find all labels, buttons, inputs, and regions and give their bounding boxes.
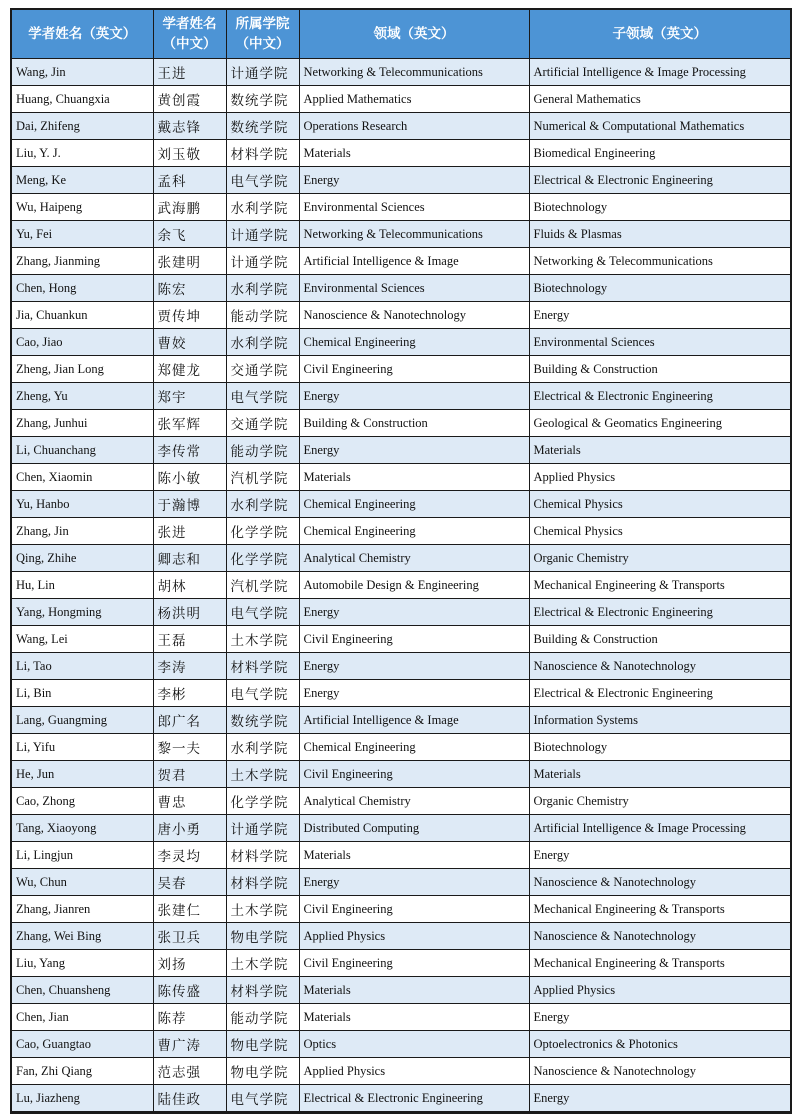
cell-subfield: Materials <box>529 761 791 788</box>
cell-name-en: Wu, Haipeng <box>11 194 153 221</box>
cell-college: 计通学院 <box>226 815 299 842</box>
cell-subfield: Environmental Sciences <box>529 329 791 356</box>
table-row <box>11 518 791 545</box>
cell-name-zh: 戴志锋 <box>153 113 226 140</box>
cell-name-en: Chen, Xiaomin <box>11 464 153 491</box>
cell-name-zh: 陈小敏 <box>153 464 226 491</box>
cell-field: Energy <box>299 383 529 410</box>
cell-field: Electrical & Electronic Engineering <box>299 1085 529 1113</box>
cell-name-zh: 刘扬 <box>153 950 226 977</box>
table-row <box>11 1031 791 1058</box>
cell-field: Nanoscience & Nanotechnology <box>299 302 529 329</box>
cell-name-en: Huang, Chuangxia <box>11 86 153 113</box>
table-row <box>11 329 791 356</box>
cell-name-en: Jia, Chuankun <box>11 302 153 329</box>
cell-subfield: Nanoscience & Nanotechnology <box>529 1058 791 1085</box>
cell-name-zh: 王磊 <box>153 626 226 653</box>
cell-field: Chemical Engineering <box>299 518 529 545</box>
cell-college: 物电学院 <box>226 923 299 950</box>
cell-college: 土木学院 <box>226 896 299 923</box>
cell-name-zh: 于瀚博 <box>153 491 226 518</box>
cell-college: 水利学院 <box>226 275 299 302</box>
cell-college: 数统学院 <box>226 707 299 734</box>
cell-college: 物电学院 <box>226 1058 299 1085</box>
cell-subfield: Materials <box>529 437 791 464</box>
cell-subfield: Building & Construction <box>529 356 791 383</box>
cell-subfield: Nanoscience & Nanotechnology <box>529 653 791 680</box>
table-row <box>11 410 791 437</box>
table-header <box>11 9 791 59</box>
cell-subfield: Building & Construction <box>529 626 791 653</box>
cell-field: Civil Engineering <box>299 626 529 653</box>
table-row <box>11 491 791 518</box>
cell-name-en: Zheng, Jian Long <box>11 356 153 383</box>
cell-college: 电气学院 <box>226 383 299 410</box>
cell-college: 水利学院 <box>226 329 299 356</box>
cell-college: 材料学院 <box>226 842 299 869</box>
cell-subfield: Artificial Intelligence & Image Processing <box>529 815 791 842</box>
cell-name-en: Meng, Ke <box>11 167 153 194</box>
cell-name-zh: 余飞 <box>153 221 226 248</box>
table-row <box>11 275 791 302</box>
table-row <box>11 896 791 923</box>
table-row <box>11 437 791 464</box>
column-header-name-zh: 学者姓名（中文） <box>153 9 226 59</box>
cell-subfield: Organic Chemistry <box>529 788 791 815</box>
cell-name-en: Fan, Zhi Qiang <box>11 1058 153 1085</box>
cell-college: 计通学院 <box>226 59 299 86</box>
table-row <box>11 167 791 194</box>
cell-college: 电气学院 <box>226 680 299 707</box>
cell-college: 物电学院 <box>226 1031 299 1058</box>
cell-college: 计通学院 <box>226 221 299 248</box>
cell-subfield: Biotechnology <box>529 275 791 302</box>
table-row <box>11 140 791 167</box>
cell-name-en: Zhang, Jianming <box>11 248 153 275</box>
cell-subfield: Electrical & Electronic Engineering <box>529 599 791 626</box>
cell-college: 能动学院 <box>226 437 299 464</box>
cell-subfield: Mechanical Engineering & Transports <box>529 896 791 923</box>
cell-name-en: Zhang, Junhui <box>11 410 153 437</box>
cell-field: Analytical Chemistry <box>299 545 529 572</box>
cell-field: Applied Mathematics <box>299 86 529 113</box>
cell-subfield: Nanoscience & Nanotechnology <box>529 923 791 950</box>
cell-name-en: Lang, Guangming <box>11 707 153 734</box>
cell-name-zh: 孟科 <box>153 167 226 194</box>
table-row <box>11 248 791 275</box>
cell-name-zh: 刘玉敬 <box>153 140 226 167</box>
cell-name-zh: 张军辉 <box>153 410 226 437</box>
cell-name-zh: 王进 <box>153 59 226 86</box>
table-row <box>11 545 791 572</box>
cell-name-en: He, Jun <box>11 761 153 788</box>
cell-subfield: Artificial Intelligence & Image Processing <box>529 59 791 86</box>
scholars-table <box>10 8 792 1114</box>
cell-name-en: Chen, Hong <box>11 275 153 302</box>
cell-name-en: Tang, Xiaoyong <box>11 815 153 842</box>
cell-name-en: Liu, Yang <box>11 950 153 977</box>
cell-name-en: Yu, Fei <box>11 221 153 248</box>
column-header-name-en: 学者姓名（英文） <box>11 9 153 59</box>
cell-name-en: Qing, Zhihe <box>11 545 153 572</box>
cell-subfield: Information Systems <box>529 707 791 734</box>
cell-name-zh: 贾传坤 <box>153 302 226 329</box>
cell-subfield: Electrical & Electronic Engineering <box>529 680 791 707</box>
cell-subfield: Mechanical Engineering & Transports <box>529 572 791 599</box>
cell-college: 材料学院 <box>226 140 299 167</box>
cell-college: 土木学院 <box>226 950 299 977</box>
table-row <box>11 950 791 977</box>
table-row <box>11 707 791 734</box>
cell-college: 数统学院 <box>226 113 299 140</box>
cell-name-en: Zhang, Jianren <box>11 896 153 923</box>
cell-name-zh: 武海鹏 <box>153 194 226 221</box>
cell-name-en: Li, Chuanchang <box>11 437 153 464</box>
cell-field: Building & Construction <box>299 410 529 437</box>
cell-name-en: Zheng, Yu <box>11 383 153 410</box>
cell-name-en: Yu, Hanbo <box>11 491 153 518</box>
table-row <box>11 221 791 248</box>
cell-subfield: Networking & Telecommunications <box>529 248 791 275</box>
cell-subfield: Electrical & Electronic Engineering <box>529 167 791 194</box>
column-header-subfield: 子领域（英文） <box>529 9 791 59</box>
cell-name-zh: 胡林 <box>153 572 226 599</box>
cell-subfield: Geological & Geomatics Engineering <box>529 410 791 437</box>
cell-college: 化学学院 <box>226 518 299 545</box>
cell-field: Energy <box>299 599 529 626</box>
cell-field: Energy <box>299 437 529 464</box>
cell-college: 数统学院 <box>226 86 299 113</box>
cell-name-zh: 陈荐 <box>153 1004 226 1031</box>
cell-college: 计通学院 <box>226 248 299 275</box>
cell-field: Energy <box>299 869 529 896</box>
table-row <box>11 734 791 761</box>
cell-field: Artificial Intelligence & Image <box>299 248 529 275</box>
table-row <box>11 572 791 599</box>
cell-subfield: Energy <box>529 1085 791 1113</box>
cell-name-zh: 陆佳政 <box>153 1085 226 1113</box>
cell-name-zh: 李灵均 <box>153 842 226 869</box>
cell-field: Distributed Computing <box>299 815 529 842</box>
cell-field: Optics <box>299 1031 529 1058</box>
cell-subfield: Applied Physics <box>529 464 791 491</box>
cell-field: Materials <box>299 464 529 491</box>
cell-subfield: Energy <box>529 302 791 329</box>
table-row <box>11 464 791 491</box>
table-row <box>11 977 791 1004</box>
cell-field: Energy <box>299 653 529 680</box>
cell-name-zh: 杨洪明 <box>153 599 226 626</box>
cell-college: 土木学院 <box>226 626 299 653</box>
cell-field: Chemical Engineering <box>299 329 529 356</box>
cell-name-en: Hu, Lin <box>11 572 153 599</box>
table-row <box>11 815 791 842</box>
cell-name-en: Chen, Jian <box>11 1004 153 1031</box>
cell-college: 水利学院 <box>226 194 299 221</box>
cell-college: 水利学院 <box>226 491 299 518</box>
cell-name-en: Wu, Chun <box>11 869 153 896</box>
cell-subfield: Nanoscience & Nanotechnology <box>529 869 791 896</box>
cell-college: 交通学院 <box>226 410 299 437</box>
cell-college: 能动学院 <box>226 302 299 329</box>
cell-college: 电气学院 <box>226 1085 299 1113</box>
cell-name-zh: 吴春 <box>153 869 226 896</box>
cell-college: 水利学院 <box>226 734 299 761</box>
cell-college: 材料学院 <box>226 977 299 1004</box>
cell-name-zh: 陈传盛 <box>153 977 226 1004</box>
cell-subfield: Fluids & Plasmas <box>529 221 791 248</box>
cell-field: Civil Engineering <box>299 761 529 788</box>
cell-name-en: Liu, Y. J. <box>11 140 153 167</box>
cell-name-zh: 唐小勇 <box>153 815 226 842</box>
cell-name-en: Yang, Hongming <box>11 599 153 626</box>
cell-college: 汽机学院 <box>226 572 299 599</box>
cell-field: Materials <box>299 1004 529 1031</box>
cell-field: Applied Physics <box>299 1058 529 1085</box>
cell-name-en: Zhang, Wei Bing <box>11 923 153 950</box>
table-row <box>11 599 791 626</box>
cell-subfield: Chemical Physics <box>529 518 791 545</box>
table-row <box>11 923 791 950</box>
cell-field: Networking & Telecommunications <box>299 221 529 248</box>
cell-field: Applied Physics <box>299 923 529 950</box>
table-row <box>11 383 791 410</box>
cell-name-en: Li, Tao <box>11 653 153 680</box>
table-row <box>11 86 791 113</box>
cell-college: 电气学院 <box>226 167 299 194</box>
cell-name-zh: 范志强 <box>153 1058 226 1085</box>
table-row <box>11 842 791 869</box>
cell-field: Civil Engineering <box>299 896 529 923</box>
cell-subfield: Mechanical Engineering & Transports <box>529 950 791 977</box>
cell-name-en: Cao, Zhong <box>11 788 153 815</box>
column-header-field: 领域（英文） <box>299 9 529 59</box>
table-row <box>11 680 791 707</box>
header-row <box>11 9 791 59</box>
cell-field: Materials <box>299 977 529 1004</box>
cell-field: Artificial Intelligence & Image <box>299 707 529 734</box>
table-row <box>11 59 791 86</box>
cell-subfield: General Mathematics <box>529 86 791 113</box>
cell-name-zh: 贺君 <box>153 761 226 788</box>
cell-name-en: Wang, Lei <box>11 626 153 653</box>
cell-subfield: Organic Chemistry <box>529 545 791 572</box>
cell-name-en: Wang, Jin <box>11 59 153 86</box>
cell-subfield: Applied Physics <box>529 977 791 1004</box>
cell-college: 汽机学院 <box>226 464 299 491</box>
cell-name-zh: 曹广涛 <box>153 1031 226 1058</box>
cell-field: Materials <box>299 842 529 869</box>
cell-field: Civil Engineering <box>299 950 529 977</box>
table-row <box>11 626 791 653</box>
cell-name-zh: 黎一夫 <box>153 734 226 761</box>
cell-field: Environmental Sciences <box>299 194 529 221</box>
table-body <box>11 59 791 1113</box>
cell-name-en: Chen, Chuansheng <box>11 977 153 1004</box>
cell-subfield: Chemical Physics <box>529 491 791 518</box>
cell-name-zh: 张建明 <box>153 248 226 275</box>
cell-college: 能动学院 <box>226 1004 299 1031</box>
cell-field: Chemical Engineering <box>299 491 529 518</box>
table-row <box>11 1058 791 1085</box>
cell-name-en: Li, Lingjun <box>11 842 153 869</box>
cell-college: 土木学院 <box>226 761 299 788</box>
cell-college: 化学学院 <box>226 545 299 572</box>
cell-name-en: Cao, Jiao <box>11 329 153 356</box>
table-row <box>11 869 791 896</box>
column-header-college: 所属学院（中文） <box>226 9 299 59</box>
cell-name-zh: 李涛 <box>153 653 226 680</box>
cell-name-zh: 李彬 <box>153 680 226 707</box>
cell-field: Energy <box>299 167 529 194</box>
cell-field: Civil Engineering <box>299 356 529 383</box>
table-row <box>11 788 791 815</box>
cell-subfield: Biotechnology <box>529 194 791 221</box>
table-row <box>11 761 791 788</box>
cell-name-zh: 李传常 <box>153 437 226 464</box>
cell-name-zh: 黄创霞 <box>153 86 226 113</box>
cell-name-en: Cao, Guangtao <box>11 1031 153 1058</box>
table-row <box>11 113 791 140</box>
cell-name-en: Li, Bin <box>11 680 153 707</box>
cell-name-zh: 张卫兵 <box>153 923 226 950</box>
cell-name-zh: 曹姣 <box>153 329 226 356</box>
cell-subfield: Optoelectronics & Photonics <box>529 1031 791 1058</box>
cell-name-zh: 郎广名 <box>153 707 226 734</box>
cell-college: 化学学院 <box>226 788 299 815</box>
cell-college: 电气学院 <box>226 599 299 626</box>
cell-name-zh: 郑宇 <box>153 383 226 410</box>
cell-field: Environmental Sciences <box>299 275 529 302</box>
cell-field: Analytical Chemistry <box>299 788 529 815</box>
cell-name-en: Li, Yifu <box>11 734 153 761</box>
cell-name-zh: 张进 <box>153 518 226 545</box>
cell-subfield: Biotechnology <box>529 734 791 761</box>
cell-field: Operations Research <box>299 113 529 140</box>
cell-field: Energy <box>299 680 529 707</box>
table-row <box>11 653 791 680</box>
cell-name-en: Dai, Zhifeng <box>11 113 153 140</box>
cell-name-zh: 郑健龙 <box>153 356 226 383</box>
table-row <box>11 302 791 329</box>
table-row <box>11 1085 791 1113</box>
table-row <box>11 356 791 383</box>
cell-college: 材料学院 <box>226 653 299 680</box>
cell-name-zh: 张建仁 <box>153 896 226 923</box>
cell-field: Chemical Engineering <box>299 734 529 761</box>
cell-name-zh: 卿志和 <box>153 545 226 572</box>
cell-name-en: Lu, Jiazheng <box>11 1085 153 1113</box>
cell-college: 材料学院 <box>226 869 299 896</box>
cell-field: Automobile Design & Engineering <box>299 572 529 599</box>
cell-name-zh: 曹忠 <box>153 788 226 815</box>
table-row <box>11 1004 791 1031</box>
cell-name-zh: 陈宏 <box>153 275 226 302</box>
cell-subfield: Energy <box>529 842 791 869</box>
cell-subfield: Biomedical Engineering <box>529 140 791 167</box>
cell-name-en: Zhang, Jin <box>11 518 153 545</box>
cell-field: Materials <box>299 140 529 167</box>
cell-subfield: Energy <box>529 1004 791 1031</box>
cell-college: 交通学院 <box>226 356 299 383</box>
cell-subfield: Electrical & Electronic Engineering <box>529 383 791 410</box>
cell-subfield: Numerical & Computational Mathematics <box>529 113 791 140</box>
table-row <box>11 194 791 221</box>
cell-field: Networking & Telecommunications <box>299 59 529 86</box>
